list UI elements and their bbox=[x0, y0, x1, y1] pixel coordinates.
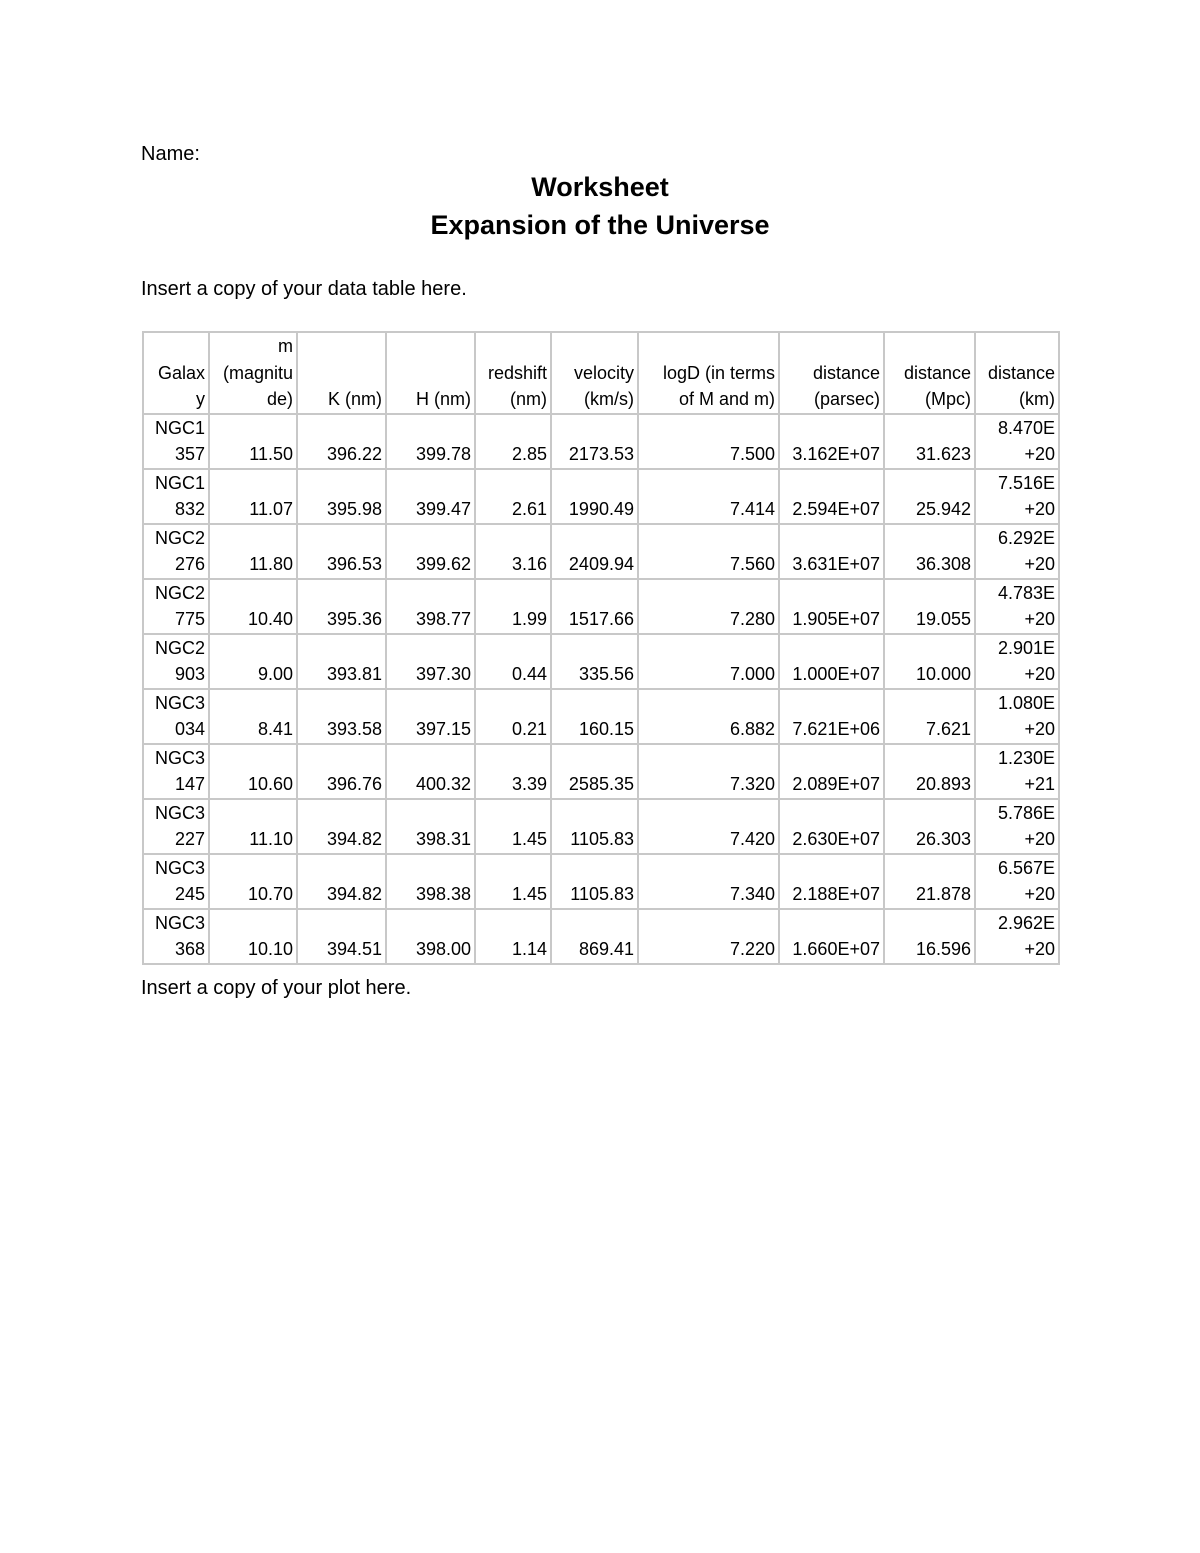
table-cell: 19.055 bbox=[884, 579, 975, 634]
galaxy-data-table bbox=[142, 331, 1060, 965]
table-row bbox=[143, 634, 1059, 689]
table-body bbox=[143, 414, 1059, 964]
table-cell: 1.99 bbox=[475, 579, 551, 634]
table-cell: 36.308 bbox=[884, 524, 975, 579]
table-cell: 10.10 bbox=[209, 909, 297, 964]
table-cell: 3.39 bbox=[475, 744, 551, 799]
table-cell: 11.50 bbox=[209, 414, 297, 469]
table-cell: 396.53 bbox=[297, 524, 386, 579]
table-cell: NGC2 775 bbox=[143, 579, 209, 634]
table-cell: 5.786E +20 bbox=[975, 799, 1059, 854]
table-cell: 2.188E+07 bbox=[779, 854, 884, 909]
table-cell: 7.220 bbox=[638, 909, 779, 964]
table-cell: 7.000 bbox=[638, 634, 779, 689]
table-cell: 0.21 bbox=[475, 689, 551, 744]
table-cell: 397.15 bbox=[386, 689, 475, 744]
table-cell: 399.62 bbox=[386, 524, 475, 579]
column-header: m (magnitu de) bbox=[209, 332, 297, 414]
table-cell: NGC1 357 bbox=[143, 414, 209, 469]
column-header: H (nm) bbox=[386, 332, 475, 414]
table-cell: 394.82 bbox=[297, 799, 386, 854]
table-cell: 2.630E+07 bbox=[779, 799, 884, 854]
table-cell: NGC2 276 bbox=[143, 524, 209, 579]
table-row bbox=[143, 469, 1059, 524]
table-cell: 1.000E+07 bbox=[779, 634, 884, 689]
table-cell: 398.38 bbox=[386, 854, 475, 909]
table-cell: 399.47 bbox=[386, 469, 475, 524]
table-cell: 2585.35 bbox=[551, 744, 638, 799]
table-cell: 2.85 bbox=[475, 414, 551, 469]
table-cell: 396.76 bbox=[297, 744, 386, 799]
table-cell: 160.15 bbox=[551, 689, 638, 744]
table-cell: 0.44 bbox=[475, 634, 551, 689]
worksheet-subtitle: Expansion of the Universe bbox=[430, 210, 770, 240]
table-cell: 7.320 bbox=[638, 744, 779, 799]
column-header: logD (in terms of M and m) bbox=[638, 332, 779, 414]
table-cell: 2.962E +20 bbox=[975, 909, 1059, 964]
table-cell: 7.420 bbox=[638, 799, 779, 854]
table-cell: 395.98 bbox=[297, 469, 386, 524]
table-cell: 1.080E +20 bbox=[975, 689, 1059, 744]
table-cell: 7.280 bbox=[638, 579, 779, 634]
table-cell: 1.230E +21 bbox=[975, 744, 1059, 799]
table-cell: 11.10 bbox=[209, 799, 297, 854]
table-cell: NGC3 147 bbox=[143, 744, 209, 799]
table-cell: 10.60 bbox=[209, 744, 297, 799]
column-header: Galax y bbox=[143, 332, 209, 414]
table-cell: 2.61 bbox=[475, 469, 551, 524]
table-row bbox=[143, 744, 1059, 799]
table-cell: 7.340 bbox=[638, 854, 779, 909]
table-cell: 7.500 bbox=[638, 414, 779, 469]
table-row bbox=[143, 689, 1059, 744]
table-cell: 7.621E+06 bbox=[779, 689, 884, 744]
table-row bbox=[143, 524, 1059, 579]
column-header: K (nm) bbox=[297, 332, 386, 414]
table-cell: NGC1 832 bbox=[143, 469, 209, 524]
table-cell: 400.32 bbox=[386, 744, 475, 799]
table-cell: 2.594E+07 bbox=[779, 469, 884, 524]
worksheet-title: Worksheet bbox=[531, 172, 669, 202]
table-row bbox=[143, 414, 1059, 469]
table-cell: 395.36 bbox=[297, 579, 386, 634]
table-cell: 393.58 bbox=[297, 689, 386, 744]
table-cell: 2.901E +20 bbox=[975, 634, 1059, 689]
table-cell: 7.414 bbox=[638, 469, 779, 524]
table-header-row bbox=[143, 332, 1059, 414]
column-header: distance (Mpc) bbox=[884, 332, 975, 414]
table-cell: 1990.49 bbox=[551, 469, 638, 524]
table-cell: 3.162E+07 bbox=[779, 414, 884, 469]
table-cell: 1.660E+07 bbox=[779, 909, 884, 964]
table-cell: 1.905E+07 bbox=[779, 579, 884, 634]
table-cell: 397.30 bbox=[386, 634, 475, 689]
table-cell: NGC3 227 bbox=[143, 799, 209, 854]
table-cell: 11.07 bbox=[209, 469, 297, 524]
table-cell: 8.470E +20 bbox=[975, 414, 1059, 469]
table-cell: 394.82 bbox=[297, 854, 386, 909]
table-cell: 394.51 bbox=[297, 909, 386, 964]
table-cell: 1.14 bbox=[475, 909, 551, 964]
table-row bbox=[143, 579, 1059, 634]
table-cell: 2173.53 bbox=[551, 414, 638, 469]
column-header: velocity (km/s) bbox=[551, 332, 638, 414]
table-cell: 6.567E +20 bbox=[975, 854, 1059, 909]
table-cell: 31.623 bbox=[884, 414, 975, 469]
column-header: distance (km) bbox=[975, 332, 1059, 414]
table-cell: 10.70 bbox=[209, 854, 297, 909]
table-cell: 21.878 bbox=[884, 854, 975, 909]
table-cell: 398.77 bbox=[386, 579, 475, 634]
column-header: distance (parsec) bbox=[779, 332, 884, 414]
table-cell: 11.80 bbox=[209, 524, 297, 579]
table-cell: 1105.83 bbox=[551, 799, 638, 854]
table-cell: 399.78 bbox=[386, 414, 475, 469]
table-cell: 1.45 bbox=[475, 799, 551, 854]
table-cell: 869.41 bbox=[551, 909, 638, 964]
table-cell: 398.00 bbox=[386, 909, 475, 964]
table-cell: 7.560 bbox=[638, 524, 779, 579]
table-cell: 25.942 bbox=[884, 469, 975, 524]
table-cell: 1517.66 bbox=[551, 579, 638, 634]
table-cell: 3.631E+07 bbox=[779, 524, 884, 579]
table-cell: 398.31 bbox=[386, 799, 475, 854]
table-row bbox=[143, 799, 1059, 854]
table-cell: 16.596 bbox=[884, 909, 975, 964]
table-cell: 1.45 bbox=[475, 854, 551, 909]
table-cell: 8.41 bbox=[209, 689, 297, 744]
table-cell: 10.000 bbox=[884, 634, 975, 689]
table-cell: 2.089E+07 bbox=[779, 744, 884, 799]
table-cell: 26.303 bbox=[884, 799, 975, 854]
table-cell: NGC3 368 bbox=[143, 909, 209, 964]
table-cell: 4.783E +20 bbox=[975, 579, 1059, 634]
column-header: redshift (nm) bbox=[475, 332, 551, 414]
table-cell: 7.516E +20 bbox=[975, 469, 1059, 524]
table-cell: 393.81 bbox=[297, 634, 386, 689]
table-row bbox=[143, 854, 1059, 909]
table-cell: 2409.94 bbox=[551, 524, 638, 579]
name-label: Name: bbox=[141, 143, 200, 165]
table-cell: NGC3 034 bbox=[143, 689, 209, 744]
table-cell: 3.16 bbox=[475, 524, 551, 579]
table-cell: 396.22 bbox=[297, 414, 386, 469]
table-cell: 20.893 bbox=[884, 744, 975, 799]
table-cell: 6.882 bbox=[638, 689, 779, 744]
insert-plot-instruction: Insert a copy of your plot here. bbox=[141, 977, 412, 999]
table-cell: NGC3 245 bbox=[143, 854, 209, 909]
table-cell: 10.40 bbox=[209, 579, 297, 634]
table-cell: 335.56 bbox=[551, 634, 638, 689]
table-cell: 7.621 bbox=[884, 689, 975, 744]
table-cell: 9.00 bbox=[209, 634, 297, 689]
table-row bbox=[143, 909, 1059, 964]
table-cell: NGC2 903 bbox=[143, 634, 209, 689]
table-cell: 1105.83 bbox=[551, 854, 638, 909]
insert-table-instruction: Insert a copy of your data table here. bbox=[141, 278, 467, 300]
table-cell: 6.292E +20 bbox=[975, 524, 1059, 579]
